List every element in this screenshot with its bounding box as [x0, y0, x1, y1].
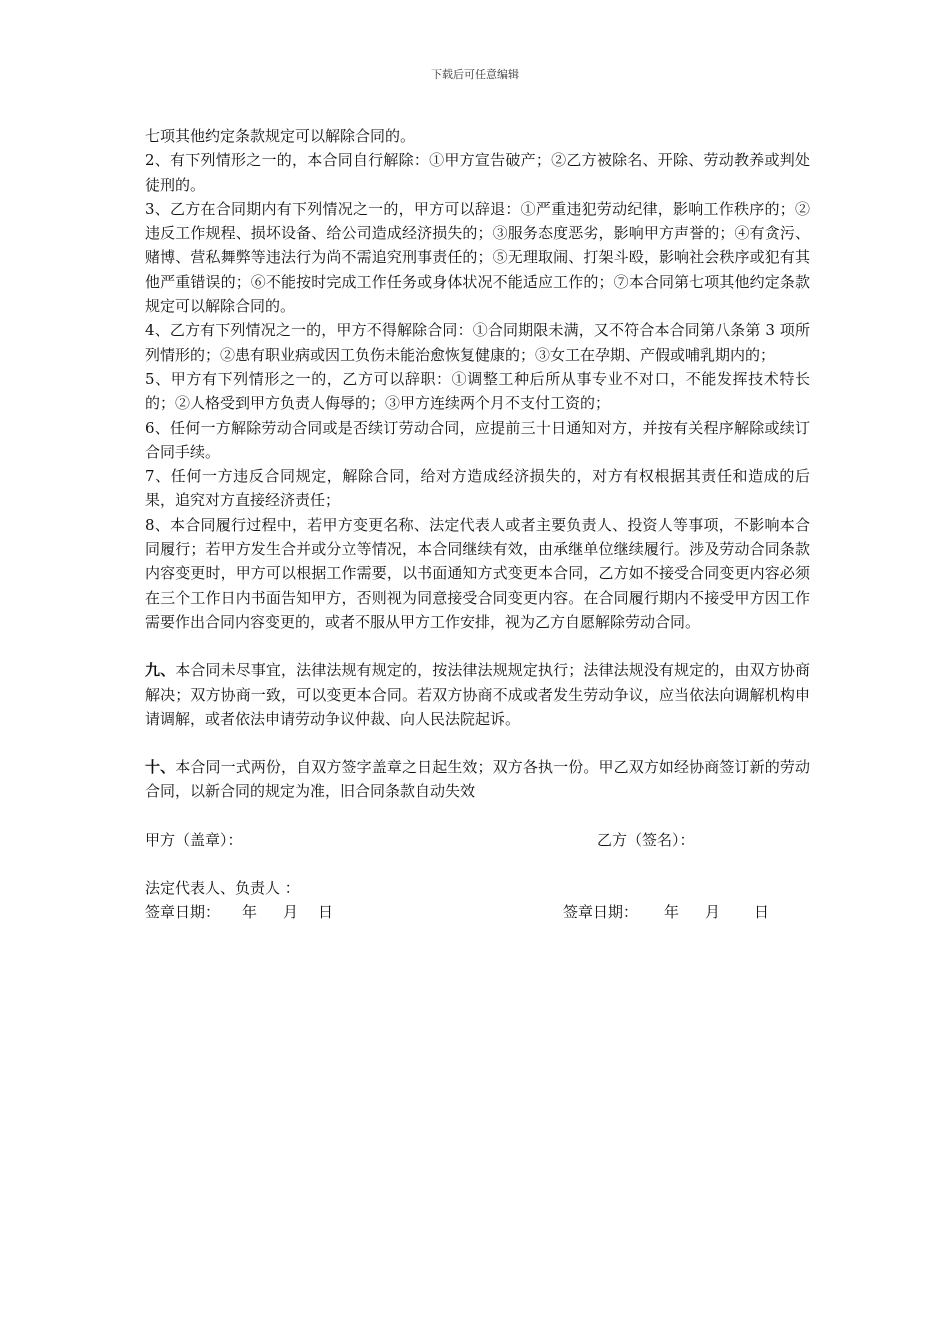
clause-10-number: 十、: [145, 758, 176, 777]
party-b-signature-label: 乙方（签名）：: [597, 830, 695, 849]
clause-9-number: 九、: [145, 661, 176, 680]
clause-paragraph-6: 6、任何一方解除劳动合同或是否续订劳动合同，应提前三十日通知对方，并按有关程序解除或续订合同手续。: [145, 418, 810, 461]
clause-paragraph-2: 2、有下列情形之一的，本合同自行解除：①甲方宣告破产；②乙方被除名、开除、劳动教养或判处徒刑的。: [145, 151, 810, 194]
clause-paragraph-8: 8、本合同履行过程中，若甲方变更名称、法定代表人或者主要负责人、投资人等事项，不影响本合同履行；若甲方发生合并或分立等情况，本合同继续有效，由承继单位继续履行。涉及劳动合同条款内容变更时，甲方可以根据工作需要，以书面通知方式变更本合同，乙方如不接受合同变更内容必须在三个工作日内书面告知甲方，否则视为同意接受合同变更内容。在合同履行期内不接受甲方因工作需要作出合同内容变更的，或者不服从甲方工作安排，视为乙方自愿解除劳动合同。: [145, 515, 810, 631]
party-b-date-day: 日: [754, 902, 770, 921]
page-header-note: 下载后可任意编辑: [431, 68, 519, 81]
party-a-date: [145, 900, 333, 924]
party-b-date-month: 月: [705, 902, 721, 921]
legal-representative-row: [145, 876, 810, 900]
clause-paragraph-continued: 七项其他约定条款规定可以解除合同的。: [145, 127, 416, 145]
party-a-date-year: 年: [242, 902, 258, 921]
clause-paragraph-4: 4、乙方有下列情况之一的，甲方不得解除合同：①合同期限未满，又不符合本合同第八条第 3 项所列情形的；②患有职业病或因工负伤未能治愈恢复健康的；③女工在孕期、产假或哺乳期内的；: [145, 321, 810, 364]
spacer: [145, 634, 810, 658]
party-a-date-label: 签章日期：: [145, 902, 221, 921]
legal-representative-label: 法定代表人、负责人 ：: [145, 878, 300, 897]
signature-date-row: [145, 900, 810, 924]
spacer: [145, 731, 810, 755]
party-b-date-label: 签章日期：: [563, 902, 639, 921]
clause-paragraph-7: 7、任何一方违反合同规定，解除合同，给对方造成经济损失的，对方有权根据其责任和造成的后果，追究对方直接经济责任；: [145, 467, 810, 510]
clause-10: [145, 755, 810, 804]
clause-9: [145, 658, 810, 731]
spacer: [145, 852, 810, 876]
clause-9-text: 本合同未尽事宜，法律法规有规定的，按法律法规规定执行；法律法规没有规定的，由双方协商解决；双方协商一致，可以变更本合同。若双方协商不成或者发生劳动争议，应当依法向调解机构申请调解，或者依法申请劳动争议仲裁、向人民法院起诉。: [145, 661, 810, 728]
clause-paragraph-5: 5、甲方有下列情形之一的，乙方可以辞职：①调整工种后所从事专业不对口，不能发挥技术特长的；②人格受到甲方负责人侮辱的；③甲方连续两个月不支付工资的；: [145, 369, 810, 413]
party-a-date-day: 日: [318, 902, 334, 921]
signature-party-row: [145, 828, 810, 852]
clause-10-text: 本合同一式两份，自双方签字盖章之日起生效；双方各执一份。甲乙双方如经协商签订新的劳动合同，以新合同的规定为准，旧合同条款自动失效: [145, 758, 810, 801]
spacer: [145, 804, 810, 828]
clause-paragraph-3: 3、乙方在合同期内有下列情况之一的，甲方可以辞退：①严重违犯劳动纪律，影响工作秩序的；②违反工作规程、损坏设备、给公司造成经济损失的；③服务态度恶劣，影响甲方声誉的；④有贪污、赌博、营私舞弊等违法行为尚不需追究刑事责任的；⑤无理取闹、打架斗殴，影响社会秩序或犯有其他严重错误的；⑥不能按时完成工作任务或身体状况不能适应工作的；⑦本合同第七项其他约定条款规定可以解除合同的。: [145, 199, 810, 316]
party-a-seal-label: 甲方（盖章）：: [145, 830, 243, 849]
party-a-date-month: 月: [283, 902, 299, 921]
party-b-date-year: 年: [664, 902, 680, 921]
contract-body: [145, 124, 810, 924]
party-b-date: [563, 900, 769, 924]
